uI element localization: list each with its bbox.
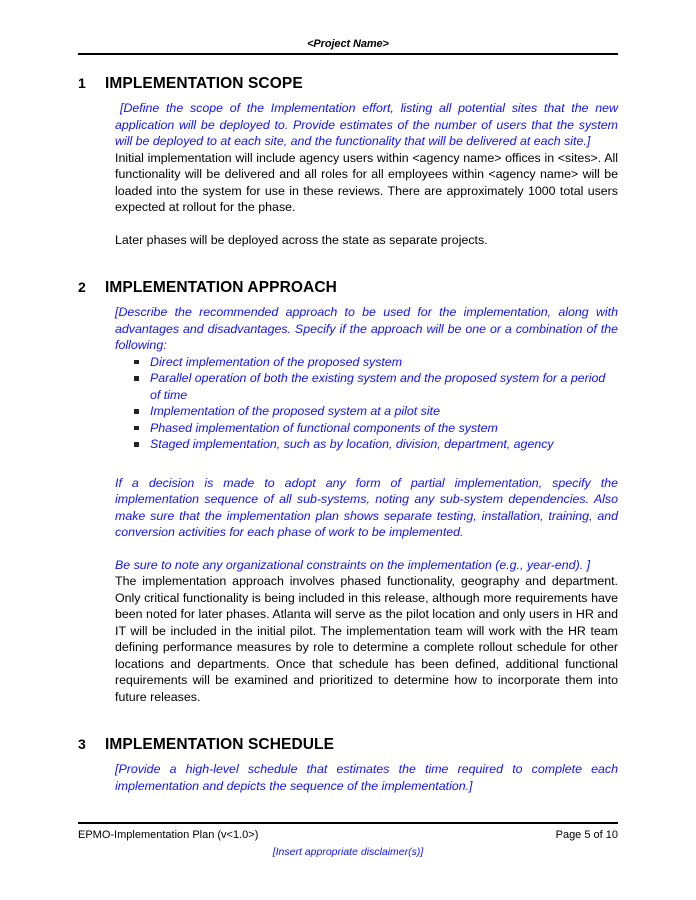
list-item-label: Implementation of the proposed system at a pilot site — [150, 404, 440, 418]
footer-document-label: EPMO-Implementation Plan (v<1.0>) — [78, 829, 259, 841]
square-bullet-icon — [134, 360, 139, 365]
square-bullet-icon — [134, 442, 139, 447]
section-1-body-1: Initial implementation will include agency users within <agency name> offices in <sites>. All functionality will be delivered and all roles for all employees within <agency name> will be loaded into the system for use in these reviews. There are approximately 1000 total users expected at rollout for the phase. — [115, 150, 618, 214]
list-item — [115, 354, 618, 371]
section-title-1: IMPLEMENTATION SCOPE — [105, 75, 303, 92]
section-2-guidance-intro: [Describe the recommended approach to be used for the implementation, along with advantages and disadvantages. Specify if the approach will be one or a combination of the following: — [115, 305, 618, 352]
section-title-2: IMPLEMENTATION APPROACH — [105, 279, 337, 296]
section-3-guidance: [Provide a high-level schedule that estimates the time required to complete each implementation and depicts the sequence of the implementation.] — [115, 762, 618, 793]
list-item — [115, 420, 618, 437]
section-heading-2 — [78, 278, 618, 297]
section-heading-3 — [78, 735, 618, 754]
list-item-label: Direct implementation of the proposed system — [150, 354, 403, 369]
header-rule — [78, 53, 618, 55]
section-1-guidance: [Define the scope of the Implementation effort, listing all potential sites that the new application will be deployed to. Provide estimates of the number of users that the system will be deployed to at each site, and the functionality that will be delivered at each site.] — [115, 101, 618, 148]
footer-disclaimer: [Insert appropriate disclaimer(s)] — [272, 846, 424, 858]
list-item — [115, 436, 618, 453]
square-bullet-icon — [134, 409, 139, 414]
section-1-body-2: Later phases will be deployed across the state as separate projects. — [115, 232, 488, 247]
spacer — [78, 705, 618, 735]
approach-options-list — [115, 354, 618, 453]
list-item-label: Staged implementation, such as by location, division, department, agency — [150, 437, 554, 451]
section-number-3: 3 — [78, 736, 86, 752]
section-2-guidance-mid: If a decision is made to adopt any form of partial implementation, specify the implementation sequence of all sub-systems, noting any sub-system dependencies. Also make sure that the implementation plan shows separate testing, installation, training, and conversion activities for each phase of work to be implemented. — [115, 475, 618, 539]
section-2-body-1: The implementation approach involves phased functionality, geography and department. Only critical functionality is being included in this release, although more requirements have been noted for later phases. Atlanta will serve as the pilot location and only users in HR and IT will be included in the initial pilot. The implementation team will work with the HR team defining performance measures by role to determine a complete rollout schedule for other locations and departments. Once that schedule has been defined, additional functional requirements will be examined and prioritized to determine how to incorporate them into future releases. — [115, 574, 618, 704]
list-item — [115, 370, 618, 403]
section-heading-1 — [78, 74, 618, 93]
section-number-2: 2 — [78, 279, 86, 295]
footer-rule — [78, 822, 618, 824]
spacer — [78, 216, 618, 232]
document-body — [78, 74, 618, 794]
list-item — [115, 403, 618, 420]
footer-row — [78, 828, 618, 842]
section-number-1: 1 — [78, 75, 86, 91]
spacer — [78, 248, 618, 278]
document-header — [78, 38, 618, 55]
section-2-guidance-end: Be sure to note any organizational constraints on the implementation (e.g., year-end). ] — [115, 557, 591, 572]
header-project-name: <Project Name> — [307, 38, 389, 50]
spacer — [78, 754, 618, 761]
spacer — [78, 93, 618, 100]
square-bullet-icon — [134, 376, 139, 381]
list-item-label: Phased implementation of functional components of the system — [150, 420, 498, 435]
footer-page-label: Page 5 of 10 — [555, 829, 618, 841]
document-footer — [78, 822, 618, 859]
list-item-label: Parallel operation of both the existing system and the proposed system for a period of time — [150, 371, 606, 402]
spacer — [78, 297, 618, 304]
spacer — [78, 541, 618, 557]
square-bullet-icon — [134, 426, 139, 431]
spacer — [78, 453, 618, 475]
section-title-3: IMPLEMENTATION SCHEDULE — [105, 736, 335, 753]
